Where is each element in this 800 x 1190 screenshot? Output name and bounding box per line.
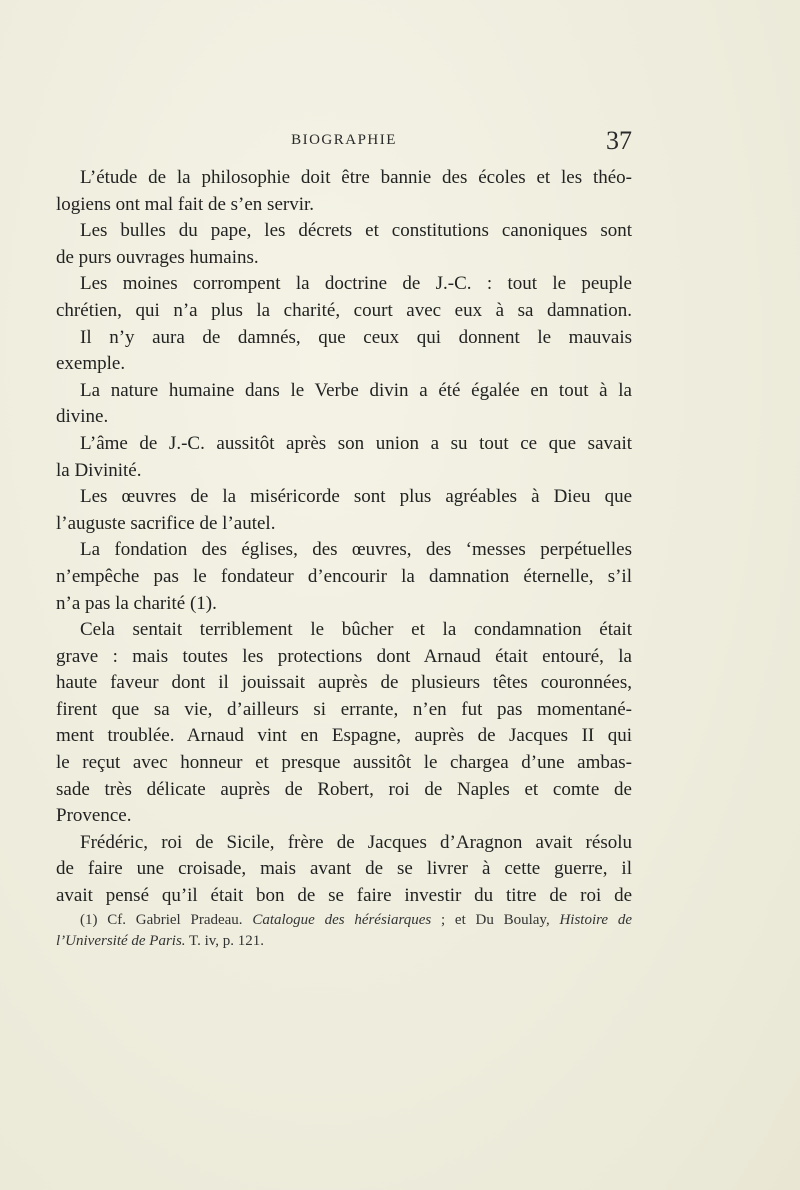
text-line: Il n’y aura de damnés, que ceux qui donnent le mauvais <box>80 326 632 348</box>
footnote-line <box>56 931 632 952</box>
text-line: chrétien, qui n’a plus la charité, court avec eux à sa damnation. <box>56 299 632 321</box>
text-line: divine. <box>56 406 109 428</box>
text-line: Frédéric, roi de Sicile, frère de Jacques d’Aragnon avait résolu <box>80 831 632 853</box>
text-line: Cela sentait terriblement le bûcher et la condamnation était <box>80 619 632 641</box>
page-header <box>56 128 632 158</box>
body-text <box>56 165 632 910</box>
text-line: L’étude de la philosophie doit être bannie des écoles et les théo- <box>80 167 632 188</box>
text-line: de faire une croisade, mais avant de se livrer à cette guerre, il <box>56 858 632 880</box>
footnote-title: Histoire de <box>559 912 632 928</box>
footnote-title: l’Université de Paris. <box>56 933 186 949</box>
footnote-text: ; et Du Boulay, <box>431 912 560 928</box>
page-number: 37 <box>606 126 632 155</box>
text-line: ment troublée. Arnaud vint en Espagne, auprès de Jacques II qui <box>56 725 632 747</box>
text-line: grave : mais toutes les protections dont Arnaud était entouré, la <box>56 645 632 667</box>
running-head: BIOGRAPHIE <box>291 132 397 148</box>
text-line: de purs ouvrages humains. <box>56 246 259 268</box>
text-line: n’a pas la charité (1). <box>56 592 217 614</box>
footnote-line <box>56 910 632 931</box>
text-line: L’âme de J.-C. aussitôt après son union a su tout ce que savait <box>80 432 632 454</box>
text-line: haute faveur dont il jouissait auprès de plusieurs têtes couronnées, <box>56 672 632 694</box>
text-line: avait pensé qu’il était bon de se faire investir du titre de roi de <box>56 885 632 907</box>
text-line: Provence. <box>56 805 132 827</box>
text-line: le reçut avec honneur et presque aussitôt le chargea d’une ambas- <box>56 752 632 774</box>
footnote-text: (1) Cf. Gabriel Pradeau. <box>80 912 253 928</box>
text-line: n’empêche pas le fondateur d’encourir la damnation éternelle, s’il <box>56 565 632 587</box>
text-line: l’auguste sacrifice de l’autel. <box>56 512 276 534</box>
footnotes <box>56 910 632 952</box>
text-line: sade très délicate auprès de Robert, roi de Naples et comte de <box>56 778 632 800</box>
text-line: logiens ont mal fait de s’en servir. <box>56 193 315 215</box>
text-line: exemple. <box>56 353 126 375</box>
text-line: La nature humaine dans le Verbe divin a été égalée en tout à la <box>80 379 632 401</box>
text-line: Les œuvres de la miséricorde sont plus agréables à Dieu que <box>80 486 632 508</box>
text-line: la Divinité. <box>56 459 142 481</box>
footnote-text: T. iv, p. 121. <box>185 933 265 949</box>
footnote-title: Catalogue des hérésiarques <box>252 912 432 928</box>
text-line: Les bulles du pape, les décrets et constitutions canoniques sont <box>80 220 632 242</box>
text-line: La fondation des églises, des œuvres, des ‘messes perpétuelles <box>80 539 632 561</box>
text-line: Les moines corrompent la doctrine de J.-C. : tout le peuple <box>80 273 632 295</box>
text-line: firent que sa vie, d’ailleurs si errante, n’en fut pas momentané- <box>56 698 632 720</box>
